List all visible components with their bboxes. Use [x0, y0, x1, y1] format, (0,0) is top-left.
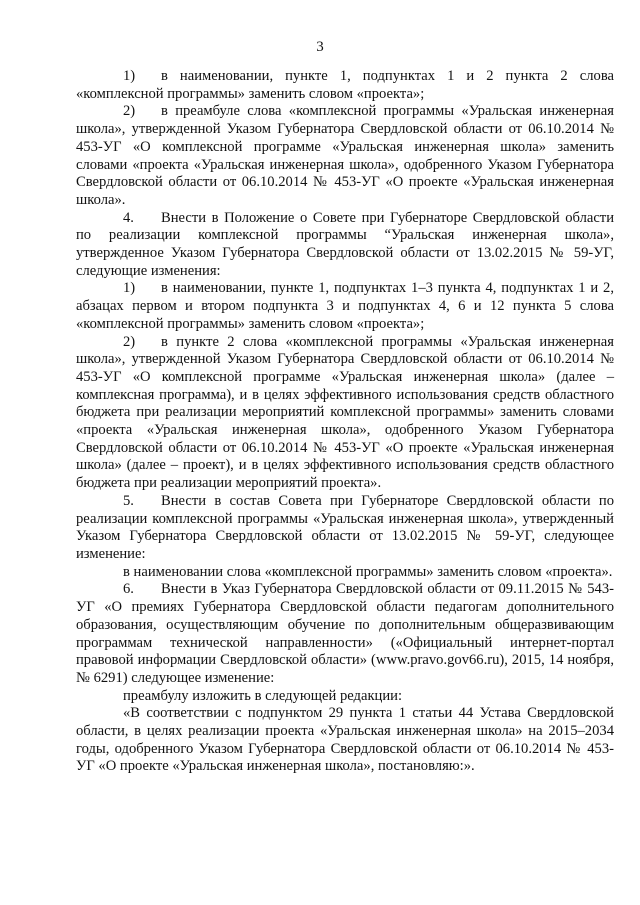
paragraph-6-preamble [76, 705, 614, 776]
paragraph-1-2 [76, 103, 614, 209]
paragraph-4-2 [76, 334, 614, 493]
page-number: 3 [316, 39, 324, 55]
paragraph-6 [76, 581, 614, 687]
paragraph-text: в преамбуле слова «комплексной программы «Уральская инженерная школа», утвержденной Указом Губернатора Свердловской области от 06.10.2014 № 453-УГ «О комплексной программе «Уральская инженерная школа» заменить словами «проекта «Уральская инженерная школа», одобренного Указом Губернатора Свердловской области от 06.10.2014 № 453-УГ «О проекте «Уральская инженерная школа». [76, 103, 614, 208]
paragraph-text: преамбулу изложить в следующей редакции: [123, 687, 403, 704]
paragraph-number: 2) [123, 333, 136, 350]
paragraph-6-change [76, 688, 614, 706]
paragraph-number: 6. [123, 581, 134, 598]
paragraph-number: 2) [123, 103, 136, 120]
paragraph-1-1 [76, 68, 614, 103]
paragraph-text: в наименовании, пункте 1, подпунктах 1–3 пункта 4, подпунктах 1 и 2, абзацах первом и втором подпункта 3 и подпунктах 4, 6 и 12 пункта 5 слова «комплексной программы» заменить словом «проекта»; [76, 280, 614, 332]
paragraph-text: «В соответствии с подпунктом 29 пункта 1 статьи 44 Устава Свердловской области, в целях реализации проекта «Уральская инженерная школа» на 2015–2034 годы, одобренного Указом Губернатора Свердловской области от 06.10.2014 № 453-УГ «О проекте «Уральская инженерная школа», постановляю:». [76, 705, 614, 775]
paragraph-5 [76, 493, 614, 564]
paragraph-text: Внести в Указ Губернатора Свердловской области от 09.11.2015 № 543-УГ «О премиях Губернатора Свердловской области педагогам дополнительного образования, осуществляющим обучение по дополнительным общеразвивающим программам технической направленности» («Официальный интернет-портал правовой информации Свердловской области» (www.pravo.gov66.ru), 2015, 14 ноября, № 6291) следующее изменение: [76, 581, 614, 686]
paragraph-number: 5. [123, 492, 134, 509]
paragraph-text: Внести в Положение о Совете при Губернаторе Свердловской области по реализации комплексной программы “Уральская инженерная школа», утвержденное Указом Губернатора Свердловской области от 13.02.2015 № 59-УГ, следующие изменения: [76, 209, 614, 279]
document-body [76, 68, 614, 776]
paragraph-number: 1) [123, 280, 136, 297]
paragraph-4-1 [76, 280, 614, 333]
paragraph-4 [76, 210, 614, 281]
paragraph-text: Внести в состав Совета при Губернаторе Свердловской области по реализации комплексной программы «Уральская инженерная школа», утвержденный Указом Губернатора Свердловской области от 13.02.2015 № 59-УГ, следующее изменение: [76, 492, 614, 562]
paragraph-number: 1) [123, 68, 136, 84]
paragraph-5-change [76, 564, 614, 582]
paragraph-text: в пункте 2 слова «комплексной программы «Уральская инженерная школа», утвержденной Указом Губернатора Свердловской области от 06.10.2014 № 453-УГ «О комплексной программе «Уральская инженерная школа» (далее – комплексная программа), и в целях эффективного использования средств областного бюджета при реализации мероприятий комплексной программы» заменить словами «проекта «Уральская инженерная школа», одобренного Указом Губернатора Свердловской области от 06.10.2014 № 453-УГ «О проекте «Уральская инженерная школа» (далее – проект), и в целях эффективного использования средств областного бюджета при реализации мероприятий проекта». [76, 333, 614, 492]
paragraph-text: в наименовании, пункте 1, подпунктах 1 и 2 пункта 2 слова «комплексной программы» заменить словом «проекта»; [76, 68, 614, 102]
paragraph-number: 4. [123, 209, 134, 226]
paragraph-text: в наименовании слова «комплексной программы» заменить словом «проекта». [123, 563, 613, 580]
